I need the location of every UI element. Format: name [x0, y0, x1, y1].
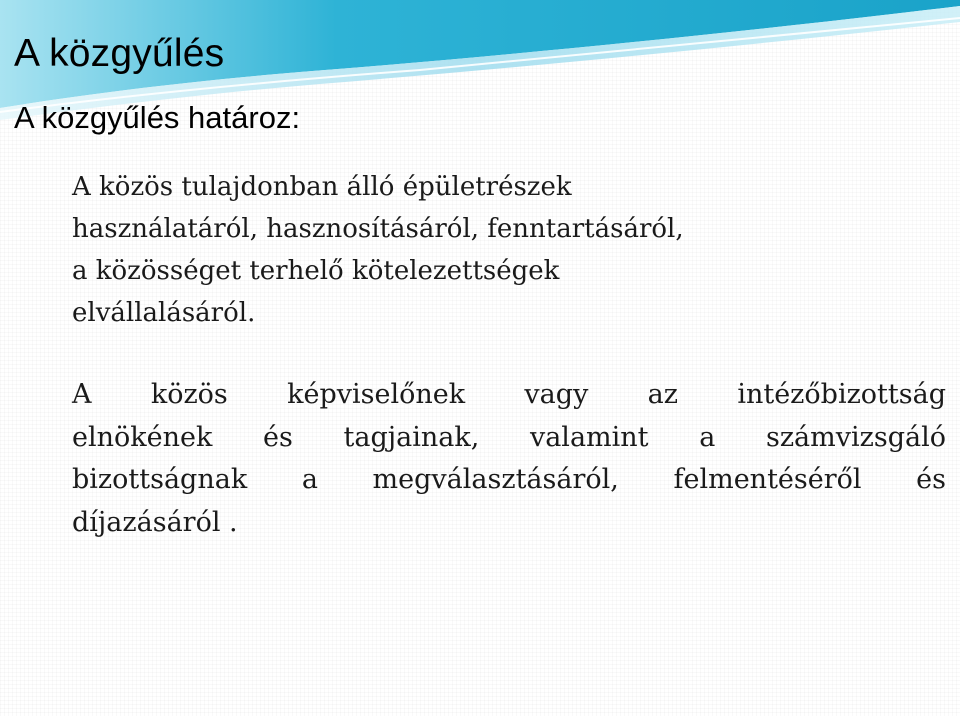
paragraph-line: A közös tulajdonban álló épületrészek — [72, 172, 572, 202]
paragraph-line: díjazásáról . — [72, 506, 238, 538]
paragraph-line: elvállalásáról. — [72, 298, 256, 328]
paragraph-line: bizottságnak a megválasztásáról, felmentéséről és — [72, 464, 946, 495]
paragraph-tulajdon — [72, 166, 832, 334]
paragraph-line: használatáról, hasznosításáról, fenntartásáról, — [72, 214, 684, 244]
paragraph-line: elnökének és tagjainak, valamint a számvizsgáló — [72, 421, 946, 453]
slide-subtitle: A közgyűlés határoz: — [14, 100, 301, 135]
paragraph-kepviselo — [72, 374, 946, 544]
paragraph-line: A közös képviselőnek vagy az intézőbizottság — [72, 379, 946, 410]
paragraph-line: a közösséget terhelő kötelezettségek — [72, 256, 560, 286]
slide-title: A közgyűlés — [14, 32, 225, 75]
